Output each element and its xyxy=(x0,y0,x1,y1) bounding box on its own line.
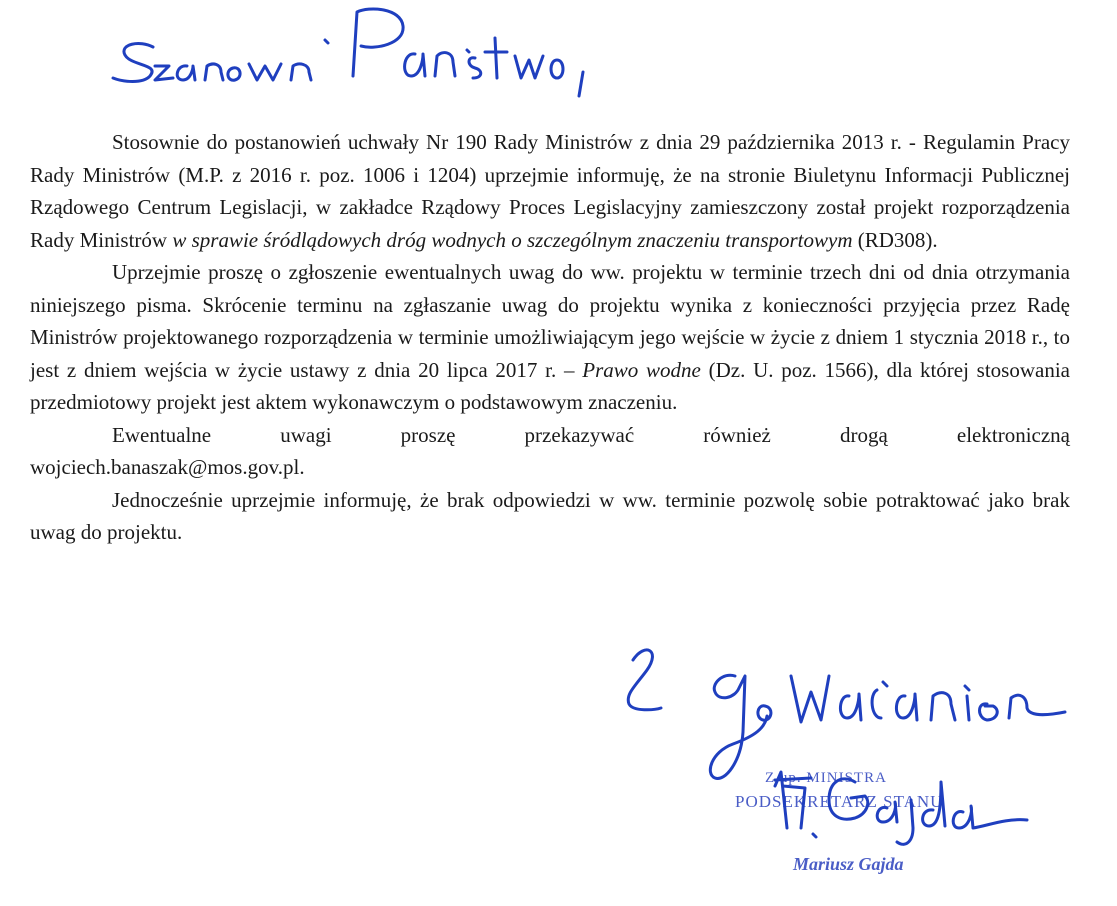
paragraph-4 xyxy=(30,484,1070,549)
stamp-line-2: PODSEKRETARZ STANU xyxy=(735,792,944,811)
paragraph-3 xyxy=(30,419,1070,484)
closing-block xyxy=(615,632,1085,902)
letter-body xyxy=(30,126,1070,549)
paragraph-3-text: Ewentualne uwagi proszę przekazywać również drogą elektroniczną xyxy=(112,422,1070,447)
stamp-line-1: Z up. MINISTRA xyxy=(765,770,887,786)
email-address[interactable]: wojciech.banaszak@mos.gov.pl. xyxy=(30,455,305,479)
handwritten-closing-and-signature xyxy=(615,632,1085,902)
stamp-name: Mariusz Gajda xyxy=(793,854,904,874)
paragraph-1 xyxy=(30,126,1070,256)
paragraph-2-text: Uprzejmie proszę o zgłoszenie ewentualnych uwag do ww. projektu w terminie trzech dni od dnia otrzymania niniejszego pisma. Skrócenie terminu na zgłaszanie uwag do projektu wynika z konieczności przyjęcia przez Radę Ministrów projektowanego rozporządzenia w terminie umożliwiającym jego wejście w życie z dniem 1 stycznia 2018 r., to jest z dniem wejścia w życie ustawy z dnia 20 lipca 2017 r. – xyxy=(30,260,1070,382)
paragraph-1-text: Stosownie do postanowień uchwały Nr 190 Rady Ministrów z dnia 29 października 2013 r. - Regulamin Pracy Rady Ministrów (M.P. z 2016 r. poz. 1006 i 1204) uprzejmie informuję, że na stronie Biuletynu Informacji Publicznej Rządowego Centrum Legislacji, w zakładce Rządowy Proces Legislacyjny zamieszczony został projekt rozporządzenia Rady Ministrów xyxy=(30,130,1070,252)
handwritten-salutation xyxy=(105,0,665,110)
paragraph-2-end: (Dz. U. poz. 1566), dla której stosowania przedmiotowy projekt jest aktem wykonawczym o podstawowym znaczeniu. xyxy=(30,357,1070,414)
paragraph-2-italic: Prawo wodne xyxy=(582,357,701,382)
paragraph-2 xyxy=(30,256,1070,419)
paragraph-4-text: Jednocześnie uprzejmie informuję, że brak odpowiedzi w ww. terminie pozwolę sobie potraktować jako brak uwag do projektu. xyxy=(30,487,1070,544)
paragraph-1-end: (RD308). xyxy=(852,227,938,252)
letter-page xyxy=(30,0,1070,906)
paragraph-1-italic: w sprawie śródlądowych dróg wodnych o szczególnym znaczeniu transportowym xyxy=(172,227,853,252)
